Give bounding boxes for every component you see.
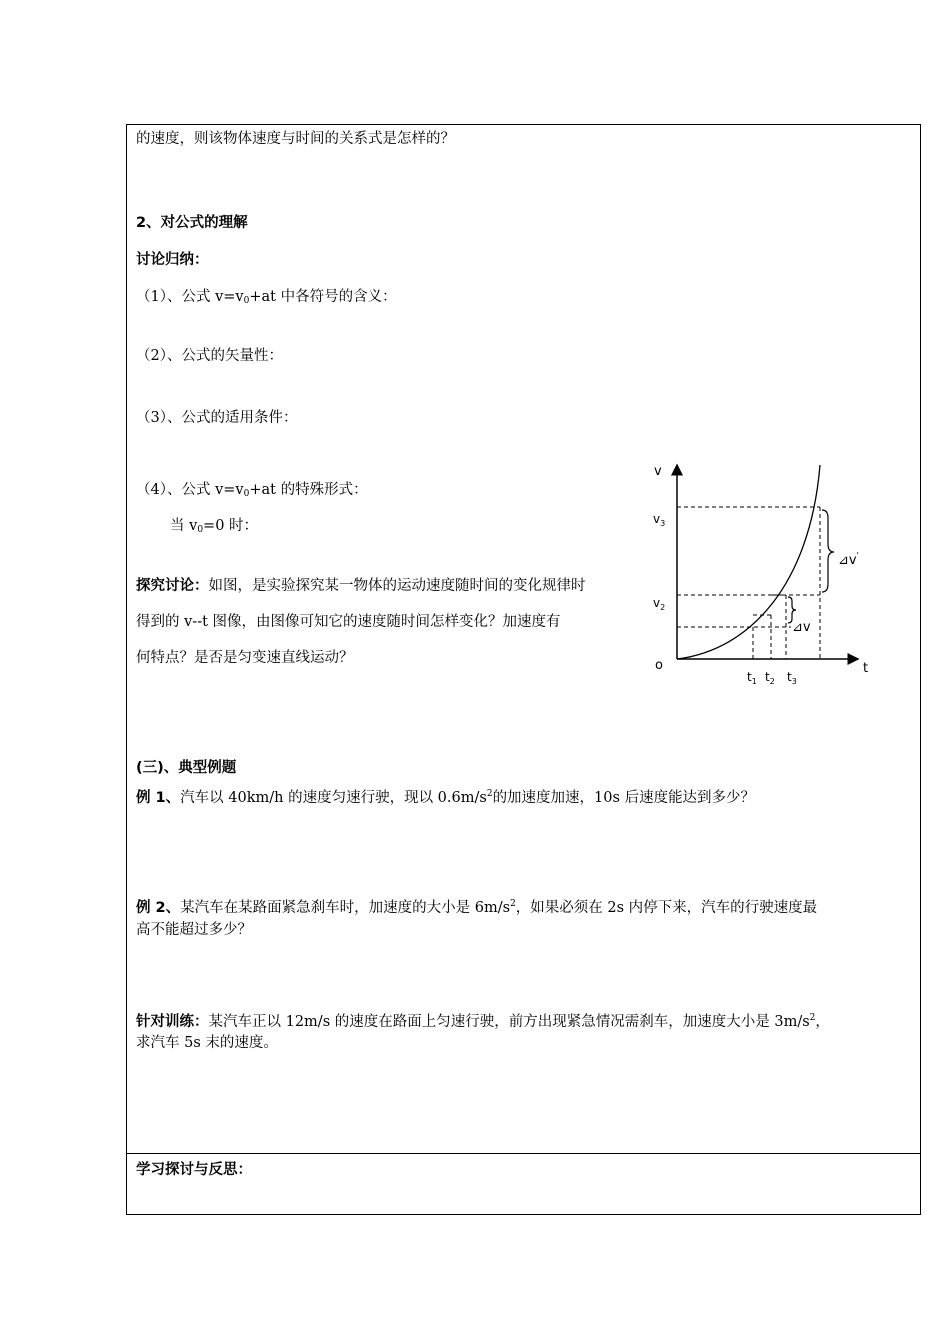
origin-label: o <box>655 658 663 673</box>
delta-v-small-label: ⊿v <box>792 620 811 635</box>
reflection-divider <box>126 1153 921 1154</box>
t-axis-label: t <box>863 661 869 676</box>
reflection-label: 学习探讨与反思： <box>136 1162 252 1178</box>
delta-v-big-label: ⊿v' <box>838 551 859 568</box>
delta-v-big-brace <box>822 510 834 592</box>
v2-label: $v_2$ <box>653 596 666 612</box>
intro-line: 的速度，则该物体速度与时间的关系式是怎样的？ <box>136 131 455 147</box>
special-case: 当 $v_0=0$ 时： <box>170 518 259 535</box>
t3-label: $t_3$ <box>787 670 797 686</box>
discussion-label: 讨论归纳： <box>136 252 209 268</box>
v-axis-label: v <box>654 464 662 479</box>
question-3: （3）、公式的适用条件： <box>136 410 298 426</box>
question-1: （1）、公式 $v=v_0+at$ 中各符号的含义： <box>136 289 397 306</box>
t1-label: $t_1$ <box>747 670 757 686</box>
example-1: 例 1、汽车以 40km/h 的速度匀速行驶，现以 $0.6m/s^2$的加速度加速，10s 后速度能达到多少？ <box>136 789 756 806</box>
example-2-line-1: 例 2、某汽车在某路面紧急刹车时，加速度的大小是 $6m/s^2$，如果必须在 2s 内停下来，汽车的行驶速度最 <box>136 899 818 916</box>
drill-line-2: 求汽车 5s 末的速度。 <box>136 1035 278 1051</box>
question-4: （4）、公式 $v=v_0+at$ 的特殊形式： <box>136 482 368 499</box>
examples-heading: (三)、典型例题 <box>136 760 237 776</box>
explore-line-1: 探究讨论：如图，是实验探究某一物体的运动速度随时间的变化规律时 <box>136 578 586 594</box>
drill-line-1: 针对训练：某汽车正以 12m/s 的速度在路面上匀速行驶，前方出现紧急情况需刹车，加速度大小是 $3m/s^2$， <box>136 1013 830 1030</box>
velocity-time-graph <box>640 455 880 695</box>
guide-lines <box>677 507 820 659</box>
explore-line-3: 何特点？是否是匀变速直线运动？ <box>136 650 354 666</box>
v3-label: $v_3$ <box>653 512 666 528</box>
t2-label: $t_2$ <box>765 670 775 686</box>
question-2: （2）、公式的矢量性： <box>136 348 283 364</box>
example-2-line-2: 高不能超过多少？ <box>136 922 252 938</box>
explore-line-2: 得到的 v--t 图像，由图像可知它的速度随时间怎样变化？加速度有 <box>136 614 561 630</box>
section-heading: 2、对公式的理解 <box>136 215 248 231</box>
